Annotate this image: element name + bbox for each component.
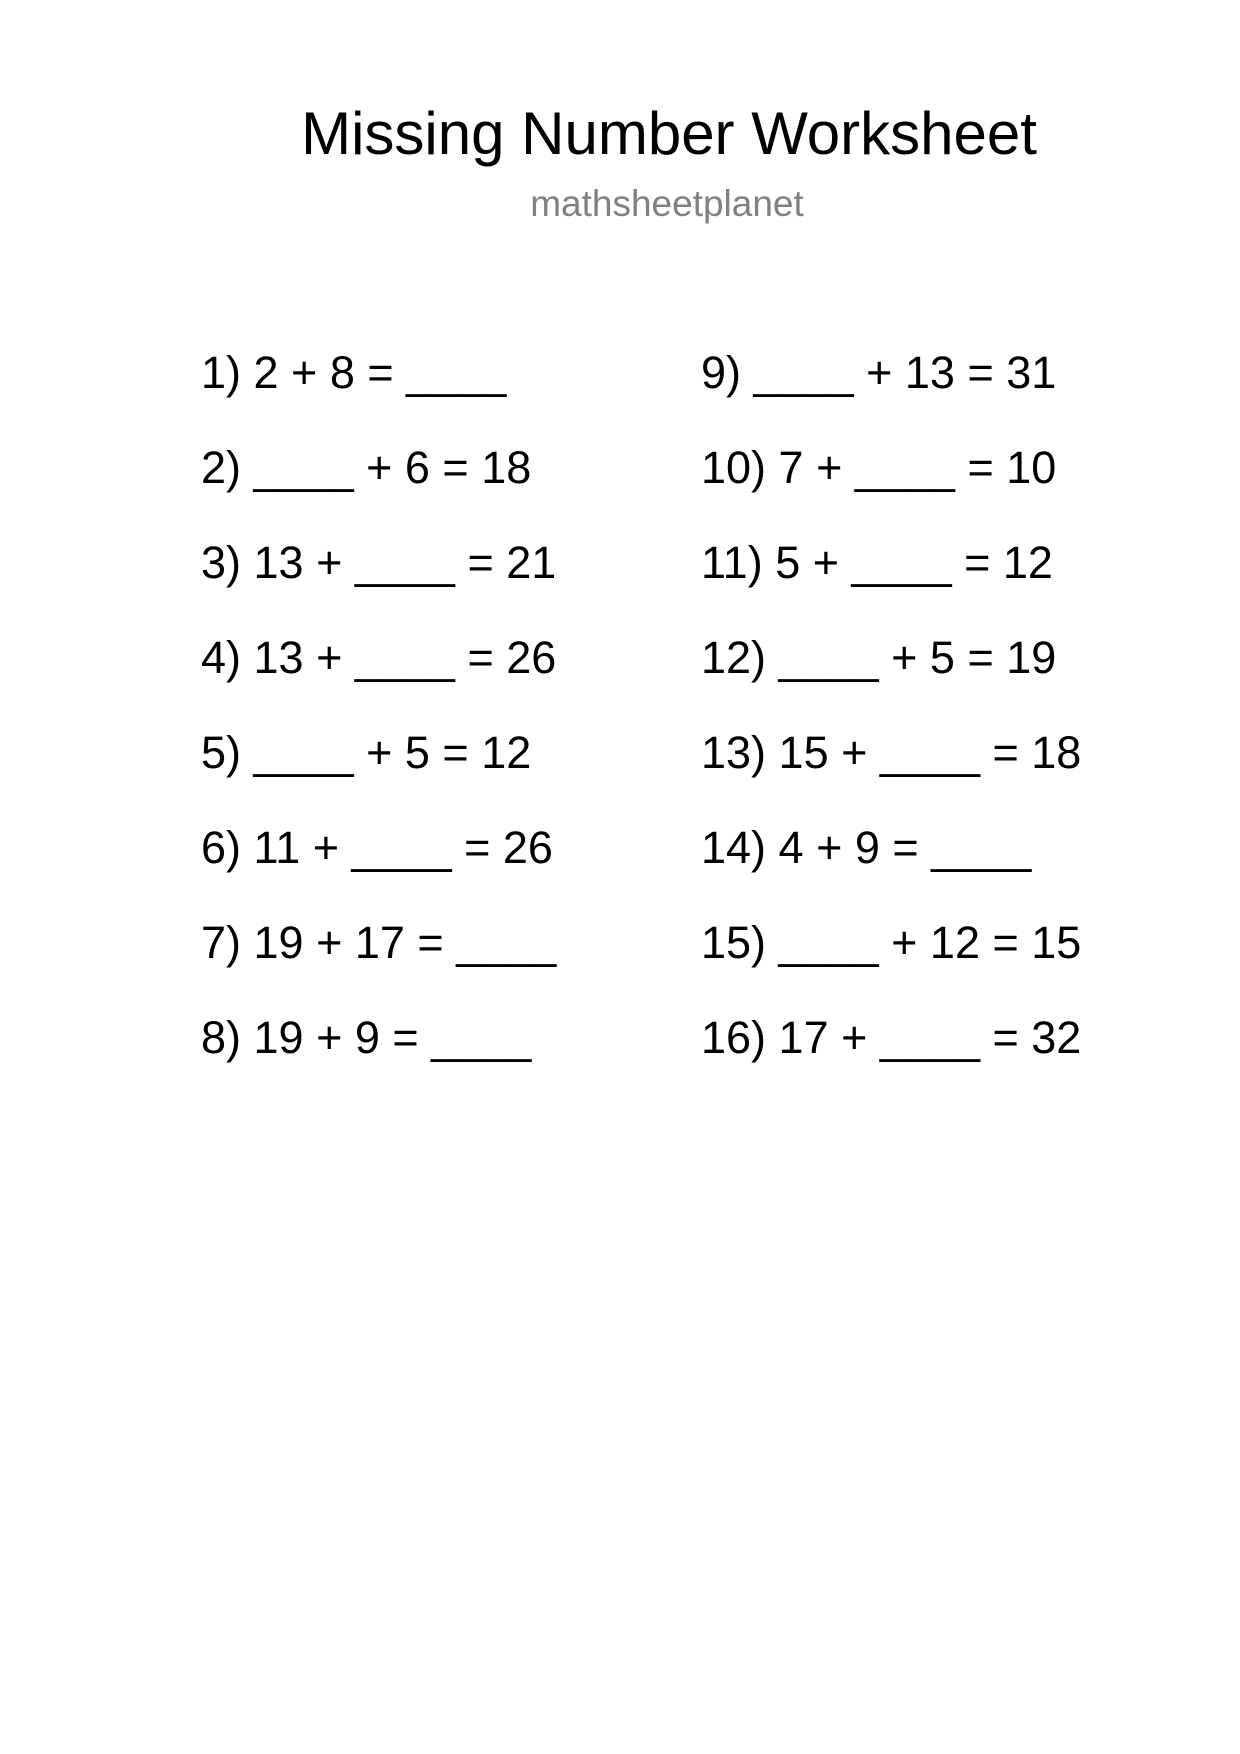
problem-4: 4) 13 + ____ = 26 — [201, 632, 557, 683]
problem-14: 14) 4 + 9 = ____ — [701, 822, 1032, 873]
problem-12: 12) ____ + 5 = 19 — [701, 632, 1057, 683]
problem-column-left — [201, 325, 701, 1085]
problem-15: 15) ____ + 12 = 15 — [701, 917, 1082, 968]
problem-column-right — [701, 325, 1201, 1085]
problem-6: 6) 11 + ____ = 26 — [201, 822, 553, 873]
problem-5: 5) ____ + 5 = 12 — [201, 727, 532, 778]
problem-10: 10) 7 + ____ = 10 — [701, 442, 1057, 493]
problem-16: 16) 17 + ____ = 32 — [701, 1012, 1082, 1063]
problem-9: 9) ____ + 13 = 31 — [701, 347, 1057, 398]
problem-8: 8) 19 + 9 = ____ — [201, 1012, 532, 1063]
site-name: mathsheetplanet — [530, 183, 804, 224]
page-title: Missing Number Worksheet — [301, 100, 1037, 167]
problem-3: 3) 13 + ____ = 21 — [201, 537, 557, 588]
problem-1: 1) 2 + 8 = ____ — [201, 347, 507, 398]
problem-7: 7) 19 + 17 = ____ — [201, 917, 557, 968]
problem-13: 13) 15 + ____ = 18 — [701, 727, 1082, 778]
problem-11: 11) 5 + ____ = 12 — [701, 537, 1053, 588]
problem-2: 2) ____ + 6 = 18 — [201, 442, 532, 493]
